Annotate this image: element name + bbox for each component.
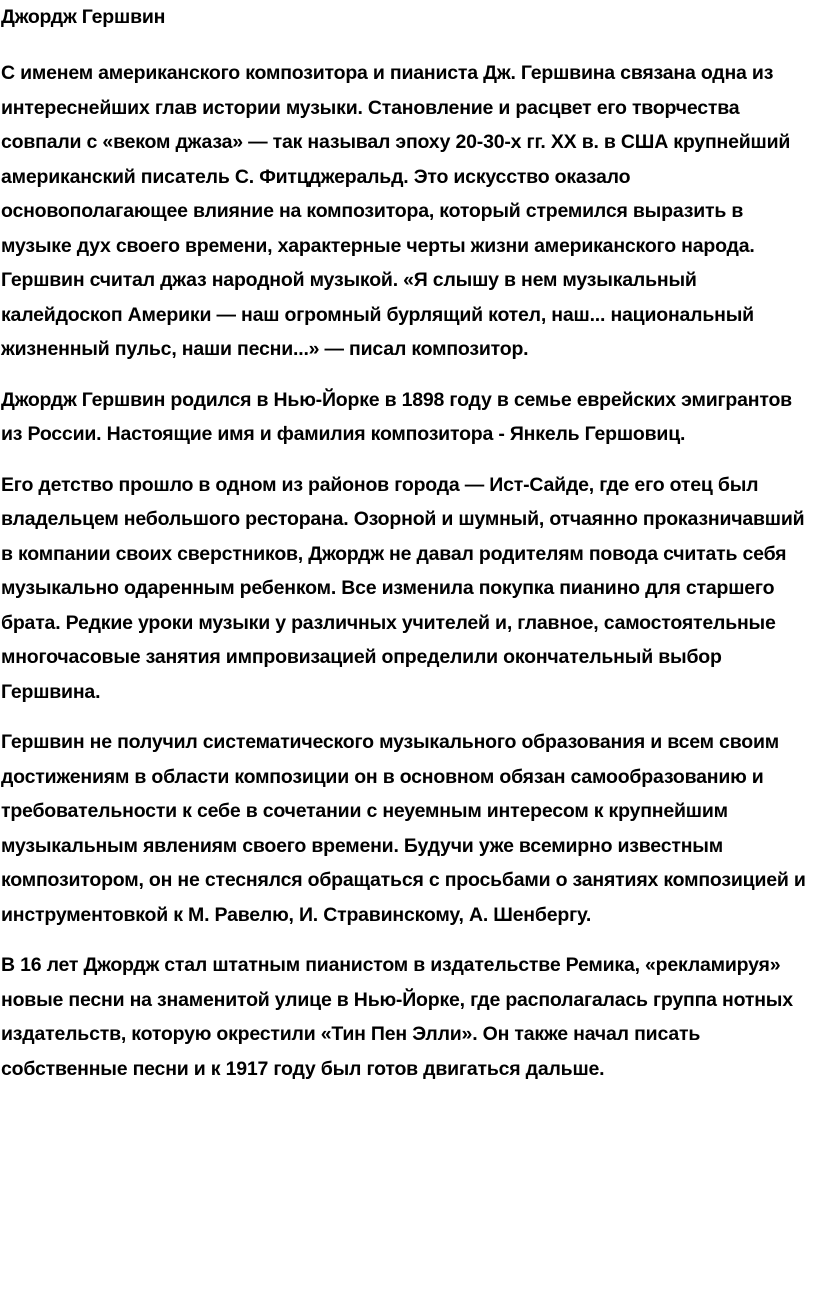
paragraph-childhood: Его детство прошло в одном из районов города — Ист-Сайде, где его отец был владельцем небольшого ресторана. Озорной и шумный, отчаянно проказничавший в компании своих сверстников, Джордж не давал родителям повода считать себя музыкально одаренным ребенком. Все изменила покупка пианино для старшего брата. Редкие уроки музыки у различных учителей и, главное, самостоятельные многочасовые занятия импровизацией определили окончательный выбор Гершвина. [1,473,805,703]
paragraph-intro: С именем американского композитора и пианиста Дж. Гершвина связана одна из интереснейших глав истории музыки. Становление и расцвет его творчества совпали с «веком джаза» — так называл эпоху 20-30-х гг. XX в. в США крупнейший американский писатель С. Фитцджеральд. Это искусство оказало основополагающее влияние на композитора, который стремился выразить в музыке дух своего времени, характерные черты жизни американского народа. Гершвин считал джаз народной музыкой. «Я слышу в нем музыкальный калейдоскоп Америки — наш огромный бурлящий котел, наш... национальный жизненный пульс, наши песни...» — писал композитор. [1,62,791,360]
paragraph-birth: Джордж Гершвин родился в Нью-Йорке в 1898 году в семье еврейских эмигрантов из России. Настоящие имя и фамилия композитора - Янкель Гершовиц. [1,388,792,445]
document-title: Джордж Гершвин [1,6,166,28]
paragraph-education: Гершвин не получил систематического музыкального образования и всем своим достижениям в области композиции он в основном обязан самообразованию и требовательности к себе в сочетании с неуемным интересом к крупнейшим музыкальным явлениям своего времени. Будучи уже всемирно известным композитором, он не стеснялся обращаться с просьбами о занятиях композицией и инструментовкой к М. Равелю, И. Стравинскому, А. Шенбергу. [1,731,806,926]
paragraph-career-start: В 16 лет Джордж стал штатным пианистом в издательстве Ремика, «рекламируя» новые песни на знаменитой улице в Нью-Йорке, где располагалась группа нотных издательств, которую окрестили «Тин Пен Элли». Он также начал писать собственные песни и к 1917 году был готов двигаться дальше. [1,954,793,1080]
